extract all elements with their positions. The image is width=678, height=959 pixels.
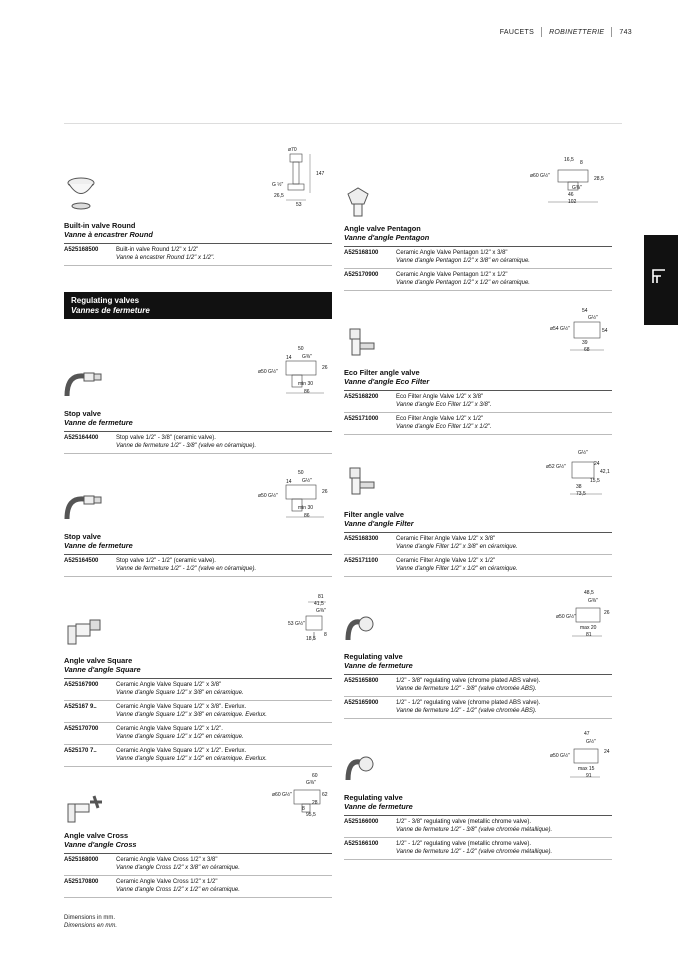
stop2-dimension-drawing bbox=[258, 469, 332, 523]
desc-fr: Vanne de fermeture 1/2" - 1/2" (valve chromée métallique). bbox=[396, 848, 553, 855]
product-code: A525170700 bbox=[64, 726, 99, 732]
table-row bbox=[344, 413, 612, 435]
dim-label: 41,5 bbox=[314, 601, 324, 607]
table-row bbox=[64, 432, 332, 454]
dim-label: 81 bbox=[318, 594, 324, 600]
table-row bbox=[344, 269, 612, 291]
table-row bbox=[64, 854, 332, 876]
dim-label: 39 bbox=[582, 340, 588, 346]
dim-label: G½" bbox=[578, 450, 588, 456]
product-title: Stop valve bbox=[64, 409, 101, 418]
desc-en: Ceramic Angle Valve Square 1/2" x 1/2". bbox=[116, 726, 223, 732]
pentagon-dimension-drawing bbox=[528, 156, 612, 208]
dim-label: 73,5 bbox=[576, 491, 586, 497]
dim-label: 81 bbox=[586, 632, 592, 638]
product-code: A525166100 bbox=[344, 841, 379, 847]
desc-fr: Vanne de fermeture 1/2" - 3/8" (valve en céramique). bbox=[116, 442, 257, 449]
section-banner bbox=[64, 292, 332, 319]
dim-label: min 30 bbox=[298, 381, 314, 387]
dim-label: max 20 bbox=[580, 625, 597, 631]
desc-en: Ceramic Angle Valve Pentagon 1/2" x 3/8" bbox=[396, 250, 508, 256]
product-stop-valve-2 bbox=[64, 532, 332, 577]
regulating-valve-image bbox=[344, 754, 378, 784]
product-code: A525171000 bbox=[344, 416, 379, 422]
dim-label: ø54 G½" bbox=[550, 326, 570, 332]
desc-fr: Vanne d'angle Square 1/2" x 3/8" en céramique. bbox=[116, 689, 244, 696]
product-title: Eco Filter angle valve bbox=[344, 368, 420, 377]
desc-en: 1/2" - 1/2" regulating valve (metallic chrome valve). bbox=[396, 841, 531, 847]
product-code: A525170800 bbox=[64, 879, 99, 885]
cross-dimension-drawing bbox=[272, 772, 332, 820]
table-row bbox=[64, 745, 332, 767]
desc-fr: Vanne à encastrer Round 1/2" x 1/2". bbox=[116, 254, 215, 261]
dim-label: 28 bbox=[312, 800, 318, 806]
stop-valve-image bbox=[64, 370, 104, 400]
dim-label: G ½" bbox=[272, 182, 284, 188]
dim-label: G½" bbox=[586, 739, 596, 745]
product-title: Built-in valve Round bbox=[64, 221, 136, 230]
product-title: Stop valve bbox=[64, 532, 101, 541]
dim-label: 86 bbox=[304, 389, 310, 395]
product-pentagon bbox=[344, 224, 612, 291]
dim-label: 102 bbox=[568, 199, 577, 205]
square-dimension-drawing bbox=[286, 594, 332, 644]
chapter-tab bbox=[644, 235, 678, 325]
desc-fr: Vanne d'angle Cross 1/2" x 3/8" en céramique. bbox=[116, 864, 240, 871]
stop-valve-image bbox=[64, 493, 104, 523]
dim-label: 53 G½" bbox=[288, 621, 305, 627]
product-title-fr: Vanne à encastrer Round bbox=[64, 230, 153, 239]
stop1-dimension-drawing bbox=[258, 345, 332, 399]
table-row bbox=[64, 723, 332, 745]
desc-en: Ceramic Angle Valve Square 1/2" x 3/8" bbox=[116, 682, 222, 688]
product-title: Angle valve Cross bbox=[64, 831, 129, 840]
dim-label: 50 bbox=[298, 346, 304, 352]
table-row bbox=[344, 675, 612, 697]
dim-label: 86 bbox=[304, 513, 310, 519]
desc-fr: Vanne d'angle Filter 1/2" x 1/2" en céramique. bbox=[396, 565, 518, 572]
desc-en: 1/2" - 3/8" regulating valve (chrome plated ABS valve). bbox=[396, 678, 541, 684]
dim-label: ø52 G½" bbox=[546, 464, 566, 470]
desc-en: Ceramic Filter Angle Valve 1/2" x 3/8" bbox=[396, 536, 496, 542]
dim-label: 8 bbox=[580, 160, 583, 166]
product-title-fr: Vanne d'angle Square bbox=[64, 665, 141, 674]
top-rule bbox=[64, 123, 622, 124]
reg1-dimension-drawing bbox=[556, 590, 612, 640]
filter-valve-image bbox=[344, 464, 378, 498]
reg2-dimension-drawing bbox=[550, 731, 612, 781]
table-row bbox=[344, 816, 612, 838]
desc-fr: Vanne de fermeture 1/2" - 3/8" (valve chromée ABS). bbox=[396, 685, 537, 692]
dim-label: 26,5 bbox=[274, 193, 284, 199]
desc-en: Ceramic Angle Valve Square 1/2" x 1/2". Everlux. bbox=[116, 748, 247, 754]
product-title-fr: Vanne d'angle Eco Filter bbox=[344, 377, 430, 386]
desc-fr: Vanne d'angle Cross 1/2" x 1/2" en céramique. bbox=[116, 886, 240, 893]
dim-label: 46 bbox=[568, 192, 574, 198]
dim-label: G⅜" bbox=[588, 598, 598, 604]
table-row bbox=[344, 533, 612, 555]
filter-dimension-drawing bbox=[546, 450, 612, 498]
dim-label: 62 bbox=[322, 792, 328, 798]
product-code: A525165800 bbox=[344, 678, 379, 684]
product-code: A525168200 bbox=[344, 394, 379, 400]
table-row bbox=[344, 555, 612, 577]
section-title: Regulating valves bbox=[71, 296, 140, 305]
dim-label: 54 bbox=[602, 328, 608, 334]
desc-fr: Vanne de fermeture 1/2" - 1/2" (valve en céramique). bbox=[116, 565, 257, 572]
table-row bbox=[344, 838, 612, 860]
product-regulating-valve-1 bbox=[344, 652, 612, 719]
dim-label: 48,5 bbox=[584, 590, 594, 596]
dim-label: 28,5 bbox=[594, 176, 604, 182]
product-code: A525168500 bbox=[64, 247, 99, 253]
product-title: Regulating valve bbox=[344, 652, 403, 661]
eco-dimension-drawing bbox=[550, 308, 612, 354]
dim-label: 26 bbox=[604, 610, 610, 616]
dim-label: 47 bbox=[584, 731, 590, 737]
product-title-fr: Vanne de fermeture bbox=[344, 661, 413, 670]
desc-en: Stop valve 1/2" - 3/8" (ceramic valve). bbox=[116, 435, 216, 441]
product-title: Angle valve Square bbox=[64, 656, 133, 665]
dim-label: 38 bbox=[576, 484, 582, 490]
dim-label: 14 bbox=[286, 355, 292, 361]
product-code: A525164500 bbox=[64, 558, 99, 564]
desc-fr: Vanne d'angle Square 1/2" x 1/2" en céramique. Everlux. bbox=[116, 755, 267, 762]
dim-label: 15,5 bbox=[590, 478, 600, 484]
desc-en: Built-in valve Round 1/2" x 1/2" bbox=[116, 247, 199, 253]
dim-label: 95,5 bbox=[306, 812, 316, 818]
page-header bbox=[500, 27, 632, 37]
table-row bbox=[344, 391, 612, 413]
dim-label: 24 bbox=[594, 461, 600, 467]
faucet-icon bbox=[652, 268, 666, 284]
dimensions-note bbox=[64, 914, 117, 930]
dim-label: 60 bbox=[312, 773, 318, 779]
product-stop-valve-1 bbox=[64, 409, 332, 454]
desc-en: Ceramic Angle Valve Cross 1/2" x 3/8" bbox=[116, 857, 218, 863]
product-title-fr: Vanne d'angle Filter bbox=[344, 519, 414, 528]
square-valve-image bbox=[64, 616, 104, 646]
cross-valve-image bbox=[64, 790, 104, 824]
dim-label: G½" bbox=[588, 315, 598, 321]
product-code: A525167 9.. bbox=[64, 704, 97, 710]
desc-fr: Vanne d'angle Pentagon 1/2" x 3/8" en céramique. bbox=[396, 257, 530, 264]
dim-label: min 30 bbox=[298, 505, 314, 511]
product-title: Angle valve Pentagon bbox=[344, 224, 421, 233]
page-number: 743 bbox=[619, 28, 632, 36]
section-title-fr: Vannes de fermeture bbox=[71, 306, 150, 315]
table-row bbox=[344, 697, 612, 719]
desc-en: Stop valve 1/2" - 1/2" (ceramic valve). bbox=[116, 558, 216, 564]
product-code: A525168300 bbox=[344, 536, 379, 542]
dim-label: ø70 bbox=[288, 147, 297, 153]
dim-label: 91 bbox=[586, 773, 592, 779]
section-fr: ROBINETTERIE bbox=[549, 28, 605, 36]
table-row bbox=[64, 555, 332, 577]
dim-label: G⅜" bbox=[316, 608, 326, 614]
dim-label: ø50 G½" bbox=[258, 493, 278, 499]
desc-fr: Vanne d'angle Eco Filter 1/2" x 1/2". bbox=[396, 423, 492, 430]
product-code: A525170900 bbox=[344, 272, 379, 278]
dim-label: 8 bbox=[324, 632, 327, 638]
product-code: A525170 7.. bbox=[64, 748, 97, 754]
dim-label: ø50 G½" bbox=[258, 369, 278, 375]
dim-label: ø60 G½" bbox=[530, 173, 550, 179]
divider bbox=[541, 27, 542, 37]
table-row bbox=[64, 701, 332, 723]
dim-label: 42,1 bbox=[600, 469, 610, 475]
product-code: A525168000 bbox=[64, 857, 99, 863]
footnote-en: Dimensions in mm. bbox=[64, 915, 116, 921]
desc-en: 1/2" - 1/2" regulating valve (chrome plated ABS valve). bbox=[396, 700, 541, 706]
desc-fr: Vanne de fermeture 1/2" - 1/2" (valve chromée ABS). bbox=[396, 707, 537, 714]
dim-label: G⅜" bbox=[572, 185, 582, 191]
desc-en: Eco Filter Angle Valve 1/2" x 1/2" bbox=[396, 416, 484, 422]
product-code: A525164400 bbox=[64, 435, 99, 441]
section-en: FAUCETS bbox=[499, 28, 535, 36]
product-title: Regulating valve bbox=[344, 793, 403, 802]
dim-label: 147 bbox=[316, 171, 325, 177]
dim-label: ø50 G½" bbox=[556, 614, 576, 620]
product-title-fr: Vanne de fermeture bbox=[64, 418, 133, 427]
product-round bbox=[64, 221, 332, 266]
dim-label: G⅜" bbox=[302, 354, 312, 360]
dim-label: 26 bbox=[322, 365, 328, 371]
product-code: A525165900 bbox=[344, 700, 379, 706]
product-square bbox=[64, 656, 332, 767]
dim-label: 53 bbox=[296, 202, 302, 208]
footnote-fr: Dimensions en mm. bbox=[64, 923, 118, 929]
desc-en: Ceramic Angle Valve Cross 1/2" x 1/2" bbox=[116, 879, 218, 885]
round-dimension-drawing bbox=[270, 145, 332, 210]
desc-en: Ceramic Angle Valve Square 1/2" x 3/8". Everlux. bbox=[116, 704, 247, 710]
dim-label: 26 bbox=[322, 489, 328, 495]
pentagon-valve-image bbox=[344, 184, 374, 218]
round-valve-image bbox=[64, 175, 98, 213]
product-filter bbox=[344, 510, 612, 577]
product-title-fr: Vanne de fermeture bbox=[64, 541, 133, 550]
product-regulating-valve-2 bbox=[344, 793, 612, 860]
table-row bbox=[64, 679, 332, 701]
dim-label: 50 bbox=[298, 470, 304, 476]
desc-fr: Vanne de fermeture 1/2" - 3/8" (valve chromée métallique). bbox=[396, 826, 553, 833]
desc-en: 1/2" - 3/8" regulating valve (metallic chrome valve). bbox=[396, 819, 531, 825]
product-title-fr: Vanne de fermeture bbox=[344, 802, 413, 811]
table-row bbox=[344, 247, 612, 269]
product-code: A525168100 bbox=[344, 250, 379, 256]
dim-label: ø50 G½" bbox=[550, 753, 570, 759]
dim-label: G⅜" bbox=[306, 780, 316, 786]
regulating-valve-image bbox=[344, 614, 378, 644]
product-eco-filter bbox=[344, 368, 612, 435]
dim-label: max 15 bbox=[578, 766, 595, 772]
dim-label: 54 bbox=[582, 308, 588, 314]
product-cross bbox=[64, 831, 332, 898]
desc-fr: Vanne d'angle Square 1/2" x 3/8" en céramique. Everlux. bbox=[116, 711, 267, 718]
eco-filter-valve-image bbox=[344, 325, 378, 359]
desc-fr: Vanne d'angle Square 1/2" x 1/2" en céramique. bbox=[116, 733, 244, 740]
dim-label: 18,5 bbox=[306, 636, 316, 642]
desc-fr: Vanne d'angle Eco Filter 1/2" x 3/8". bbox=[396, 401, 492, 408]
desc-fr: Vanne d'angle Pentagon 1/2" x 1/2" en céramique. bbox=[396, 279, 530, 286]
dim-label: G½" bbox=[302, 478, 312, 484]
dim-label: 16,5 bbox=[564, 157, 574, 163]
dim-label: 24 bbox=[604, 749, 610, 755]
desc-en: Ceramic Angle Valve Pentagon 1/2" x 1/2" bbox=[396, 272, 508, 278]
product-code: A525171100 bbox=[344, 558, 379, 564]
product-title: Filter angle valve bbox=[344, 510, 404, 519]
dim-label: ø60 G½" bbox=[272, 792, 292, 798]
desc-en: Ceramic Filter Angle Valve 1/2" x 1/2" bbox=[396, 558, 496, 564]
dim-label: 8 bbox=[302, 806, 305, 812]
dim-label: 14 bbox=[286, 479, 292, 485]
desc-fr: Vanne d'angle Filter 1/2" x 3/8" en céramique. bbox=[396, 543, 518, 550]
divider bbox=[611, 27, 612, 37]
dim-label: 68 bbox=[584, 347, 590, 353]
table-row bbox=[64, 244, 332, 266]
product-title-fr: Vanne d'angle Cross bbox=[64, 840, 137, 849]
product-code: A525166000 bbox=[344, 819, 379, 825]
product-code: A525167900 bbox=[64, 682, 99, 688]
product-title-fr: Vanne d'angle Pentagon bbox=[344, 233, 430, 242]
table-row bbox=[64, 876, 332, 898]
desc-en: Eco Filter Angle Valve 1/2" x 3/8" bbox=[396, 394, 484, 400]
